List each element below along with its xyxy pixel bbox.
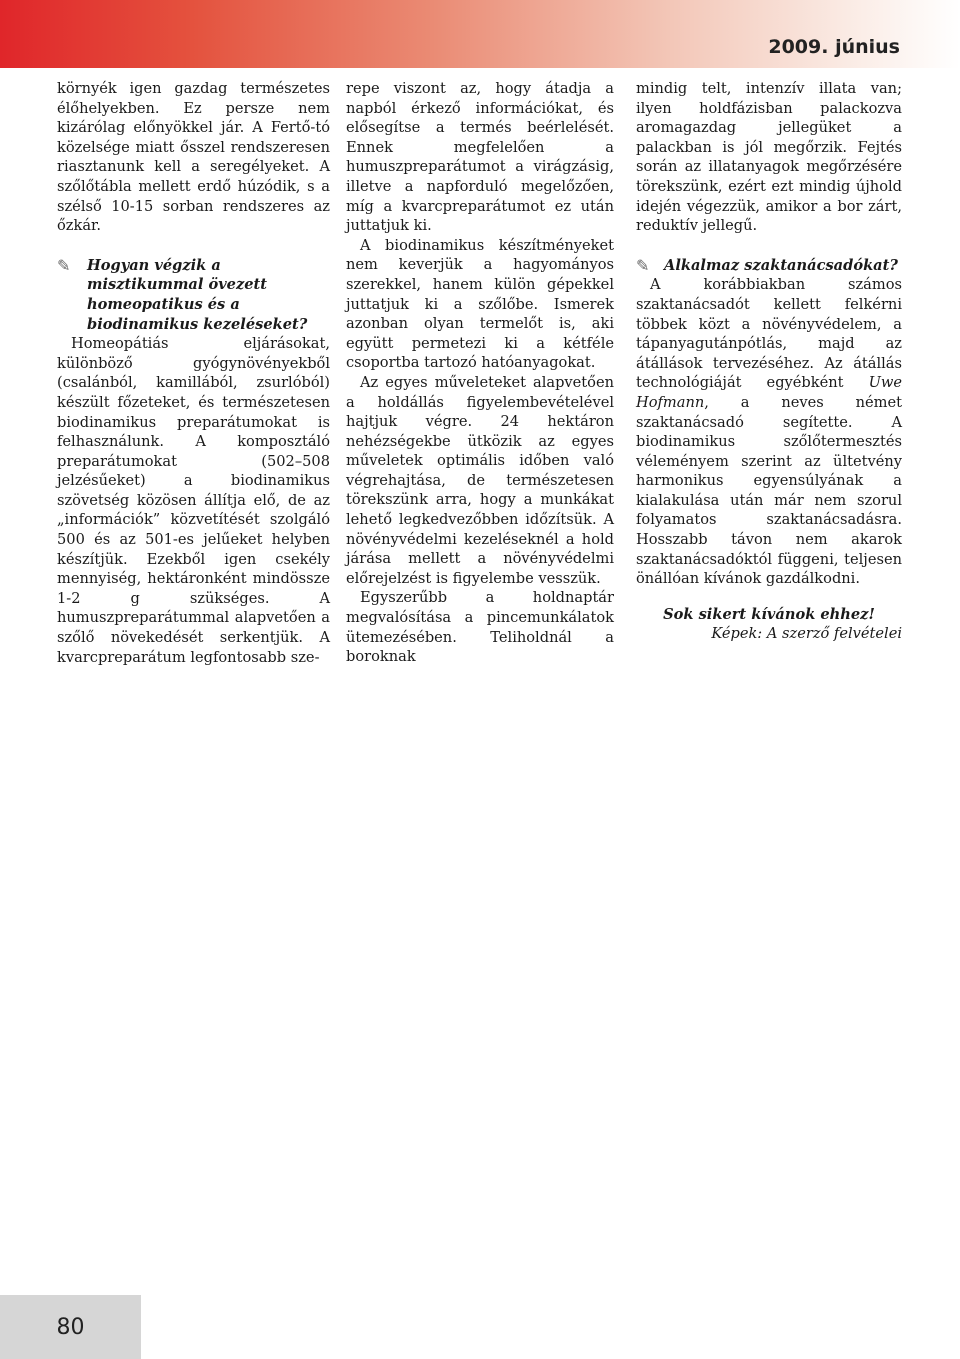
paragraph	[636, 275, 902, 589]
paragraph: környék igen gazdag természetes élőhelyekben. Ez persze nem kizárólag előnyökkel jár. A Fertő-tó közelsége miatt ősszel rendszeresen riasztanunk kell a seregélyeket. A szőlőtábla mellett erdő húzódik, s a szélső 10-15 sorban rendszeres az őzkár.	[57, 80, 330, 235]
issue-date: 2009. június	[768, 36, 900, 58]
article-closing	[636, 605, 902, 644]
paragraph: repe viszont az, hogy átadja a napból érkező információkat, és elősegítse a termés beérlelését. Ennek megfelelően a humuszpreparátumot a virágzásig, illetve a napforduló megelőzően, míg a kvarcpreparátumot ez után juttatjuk ki.	[346, 80, 614, 235]
question-text: Hogyan végzik a misztikummal övezett homeopatikus és a biodinamikus kezeléseket?	[87, 256, 308, 333]
photo-credit: Képek: A szerző felvételei	[711, 625, 902, 643]
article-column-3	[636, 79, 902, 644]
question-text: Alkalmaz szaktanácsadókat?	[664, 256, 898, 274]
interview-question	[57, 256, 330, 334]
paragraph-text: , a neves német szaktanácsadó segítette. A biodinamikus szőlőtermesztés véleményem szerint az ültetvény harmonikus egyensúlyának a kialakulása után már nem szorul folyamatos szaktanácsadásra. Hosszabb távon nem akarok szaktanácsadóktól függeni, teljesen önállóan kívánok gazdálkodni.	[636, 393, 902, 588]
interview-question	[636, 256, 902, 276]
paragraph-text: A korábbiakban számos szaktanácsadót kellett felkérni többek közt a növényvédelem, a tápanyagutánpótlás, majd az átállások tervezéséhez. Az átállás technológiáját egyébként	[636, 276, 902, 392]
pencil-icon: ✎	[636, 255, 650, 275]
closing-wish: Sok sikert kívánok ehhez!	[663, 605, 875, 623]
pencil-icon: ✎	[57, 255, 71, 275]
paragraph: mindig telt, intenzív illata van; ilyen holdfázisban palackozva aromagazdag jellegüket a palackban is jól megőrzik. Fejtés során az illatanyagok megőrzésére törekszünk, ezért ezt mindig újhold idején végezzük, amikor a bor zárt, reduktív jellegű.	[636, 80, 902, 235]
article-column-2	[346, 79, 614, 667]
paragraph: Egyszerűbb a holdnaptár megvalósítása a pincemunkálatok ütemezésében. Teliholdnál a boroknak	[346, 589, 614, 666]
paragraph: A biodinamikus készítményeket nem keverjük a hagyományos szerekkel, hanem külön gépekkel juttatjuk ki a szőlőbe. Ismerek azonban olyan termelőt is, aki együtt permetezi ki a kétféle csoportba tartozó hatóanyagokat.	[346, 236, 614, 372]
person-name: Uwe Hofmann	[636, 374, 902, 411]
paragraph: Az egyes műveleteket alapvetően a holdállás figyelembevételével hajtjuk végre. 24 hektáron nehézségekbe ütközik az egyes műveletek optimális időben való végrehajtása, de természetesen törekszünk arra, hogy a munkákat lehető legkedvezőbben időzítsük. A növényvédelmi kezeléseknél a hold járása mellett a növényvédelmi előrejelzést is figyelembe vesszük.	[346, 373, 614, 587]
paragraph: Homeopátiás eljárásokat, különböző gyógynövényekből (csalánból, kamillából, zsurlóból) készült főzeteket, és természetesen biodinamikus preparátumokat is felhasználunk. A komposztáló preparátumokat (502–508 jelzésűeket) a biodinamikus szövetség közösen állítja elő, de az „információk” közvetítését szolgáló 500 és az 501-es jelűeket helyben készítjük. Ezekből igen csekély mennyiség, hektáronként mindössze 1-2 g szükséges. A humuszpreparátummal alapvetően a szőlő növekedését serkentjük. A kvarcpreparátum legfontosabb sze-	[57, 335, 330, 666]
page-number: 80	[56, 1314, 85, 1340]
article-column-1	[57, 79, 330, 667]
